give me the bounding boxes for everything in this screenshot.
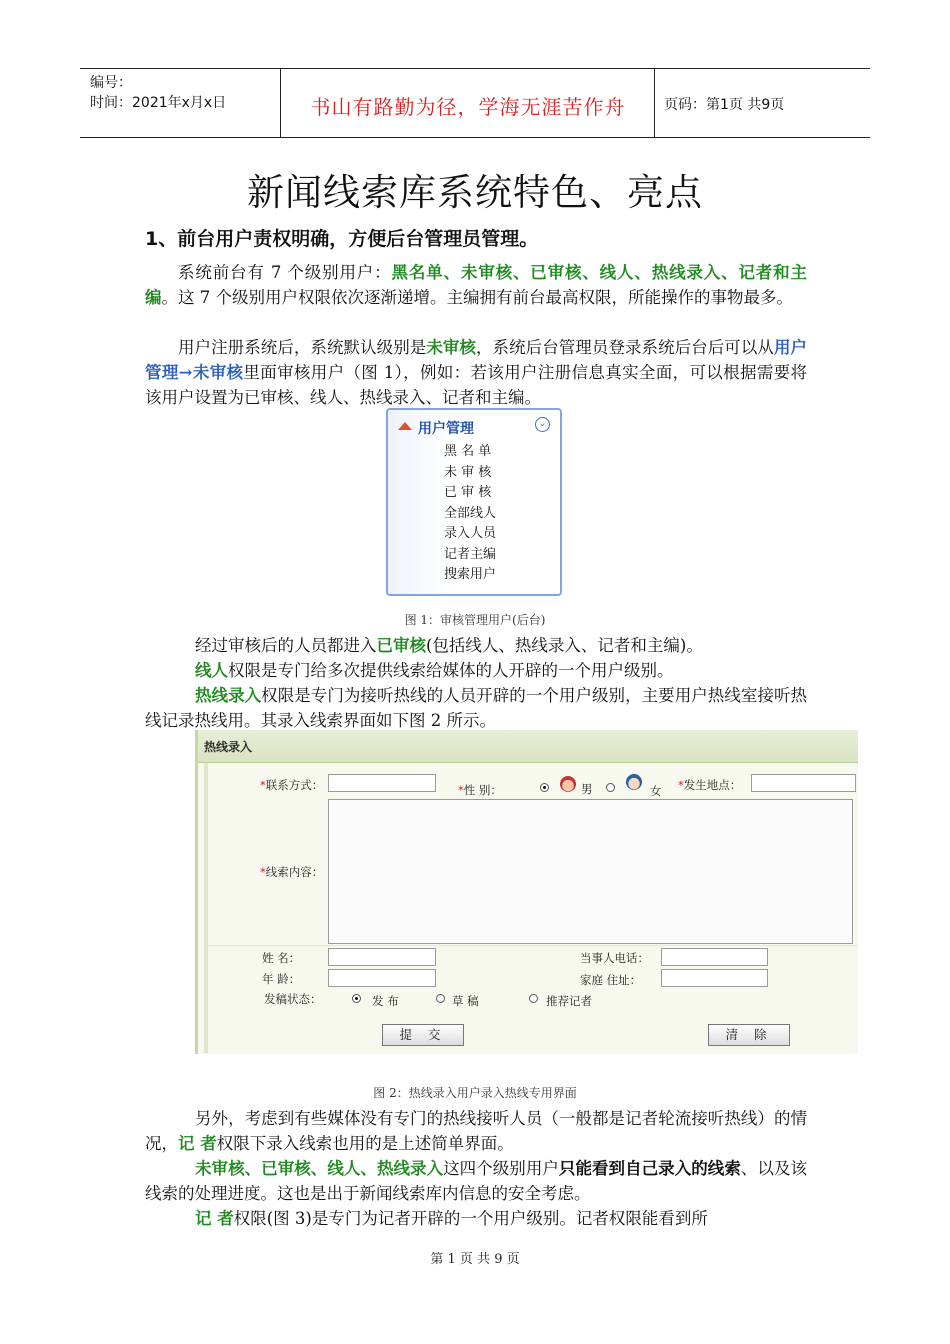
status-publish-label: 发 布 [372, 994, 399, 1008]
age-input[interactable] [328, 969, 436, 987]
text: ，系统后台管理员登录系统后台后可以从 [475, 338, 774, 357]
status-recommend-radio[interactable] [529, 994, 538, 1003]
paragraph [145, 658, 807, 683]
text: 权限是专门给多次提供线索给媒体的人开辟的一个用户级别。 [228, 661, 674, 680]
paragraph [145, 1206, 807, 1231]
phone-label: 当事人电话： [580, 951, 649, 965]
text: 用户注册系统后，系统默认级别是 [178, 338, 427, 357]
status-draft-radio[interactable] [436, 994, 445, 1003]
address-label: 家庭 住址： [580, 973, 642, 987]
figure-caption: 图 1：审核管理用户(后台) [404, 613, 546, 627]
content-textarea[interactable] [328, 799, 853, 944]
menu-item-reviewed[interactable]: 已 审 核 [444, 485, 492, 500]
text: (包括线人、热线录入、记者和主编)。 [426, 636, 703, 655]
name-label: 姓 名： [262, 951, 301, 965]
gender-male-radio[interactable] [540, 783, 549, 792]
text: 权限下录入线索也用的是上述简单界面。 [216, 1134, 514, 1153]
text: 。这 7 个级别用户权限依次逐渐递增。主编拥有前台最高权限，所能操作的事物最多。 [161, 288, 793, 307]
section-heading: 1、前台用户责权明确，方便后台管理员管理。 [145, 228, 539, 250]
highlight-text: 黑名单、未审核、已审核、线人、热线录入、记者和主编 [145, 263, 808, 307]
header-motto: 书山有路勤为径，学海无涯苦作舟 [310, 95, 626, 119]
menu-header[interactable]: 用户管理 [418, 421, 474, 437]
location-label: *发生地点： [678, 778, 742, 792]
header-divider [280, 69, 281, 137]
hotline-entry-form [195, 730, 858, 1054]
highlight-text: 未审核、已审核、线人、热线录入 [195, 1159, 444, 1178]
submit-button[interactable]: 提 交 [382, 1024, 464, 1046]
menu-path-text: 用户管理→未审核 [145, 338, 808, 382]
phone-input[interactable] [661, 948, 768, 966]
menu-item-entry-staff[interactable]: 录入人员 [444, 526, 497, 541]
figure-caption: 图 2：热线录入用户录入热线专用界面 [373, 1086, 577, 1100]
text: 权限(图 3)是专门为记者开辟的一个用户级别。记者权限能看到所 [233, 1209, 708, 1228]
highlight-text: 记 者 [178, 1134, 217, 1153]
collapse-icon[interactable]: ⌄ [535, 417, 550, 432]
header-divider [654, 69, 655, 137]
contact-input[interactable] [328, 774, 436, 792]
text: 经过审核后的人员都进入 [195, 636, 377, 655]
paragraph [145, 1106, 807, 1156]
menu-item-informants[interactable]: 全部线人 [444, 505, 497, 521]
menu-item-blacklist[interactable]: 黑 名 单 [444, 444, 492, 459]
content-label: *线索内容： [260, 865, 324, 879]
text: 、以及该线索的处理进度。这也是出于新闻线索库内信息的安全考虑。 [145, 1159, 808, 1203]
male-avatar-icon [560, 776, 576, 792]
female-avatar-icon [626, 774, 642, 790]
form-side-strip [204, 763, 208, 1053]
location-input[interactable] [751, 774, 856, 792]
status-publish-radio[interactable] [352, 994, 361, 1003]
address-input[interactable] [661, 969, 768, 987]
paragraph [145, 1156, 807, 1206]
status-label: 发稿状态： [264, 992, 322, 1006]
text: 另外，考虑到有些媒体没有专门的热线接听人员（一般都是记者轮流接听热线）的情况， [145, 1109, 807, 1153]
paragraph [145, 633, 807, 658]
form-title-bar [198, 730, 858, 763]
bold-text: 只能看到自己录入的线索 [558, 1159, 741, 1178]
contact-label: *联系方式： [260, 778, 324, 792]
row-separator [208, 945, 858, 946]
highlight-text: 未审核 [426, 338, 476, 357]
text: 系统前台有 7 个级别用户： [178, 263, 392, 282]
highlight-text: 记 者 [195, 1209, 234, 1228]
age-label: 年 龄： [262, 972, 301, 986]
highlight-text: 热线录入 [195, 686, 262, 705]
page-header-table [80, 68, 870, 138]
menu-item-unreviewed[interactable]: 未 审 核 [444, 464, 492, 480]
paragraph [145, 260, 807, 310]
text: 权限是专门为接听热线的人员开辟的一个用户级别，主要用户热线室接听热线记录热线用。其录入线索界面如下图 2 所示。 [145, 686, 808, 730]
gender-female-radio[interactable] [606, 783, 615, 792]
form-title: 热线录入 [204, 740, 253, 754]
gender-label: *性 别： [458, 783, 502, 797]
date-label: 时间：2021年x月x日 [90, 95, 227, 111]
header-meta [90, 73, 226, 113]
status-recommend-label: 推荐记者 [546, 994, 592, 1008]
user-management-menu [386, 408, 562, 596]
menu-list [444, 442, 496, 586]
clear-button[interactable]: 清 除 [708, 1024, 790, 1046]
female-label: 女 [650, 784, 662, 798]
highlight-text: 线人 [195, 661, 228, 680]
paragraph [145, 683, 807, 733]
serial-label: 编号： [90, 75, 132, 91]
text: 里面审核用户（图 1），例如：若该用户注册信息真实全面，可以根据需要将该用户设置为已审核、线人、热线录入、记者和主编。 [145, 363, 808, 407]
status-draft-label: 草 稿 [452, 994, 479, 1008]
paragraph [145, 335, 807, 410]
menu-item-search-users[interactable]: 搜索用户 [444, 567, 497, 582]
male-label: 男 [581, 782, 593, 796]
page-footer: 第 1 页 共 9 页 [430, 1252, 520, 1267]
header-page-info: 页码：第1页 共9页 [664, 97, 785, 113]
document-title: 新闻线索库系统特色、亮点 [247, 171, 703, 214]
highlight-text: 已审核 [376, 636, 426, 655]
menu-item-reporter-editor[interactable]: 记者主编 [444, 546, 497, 562]
home-icon [398, 422, 412, 430]
name-input[interactable] [328, 948, 436, 966]
text: 这四个级别用户 [443, 1159, 559, 1178]
